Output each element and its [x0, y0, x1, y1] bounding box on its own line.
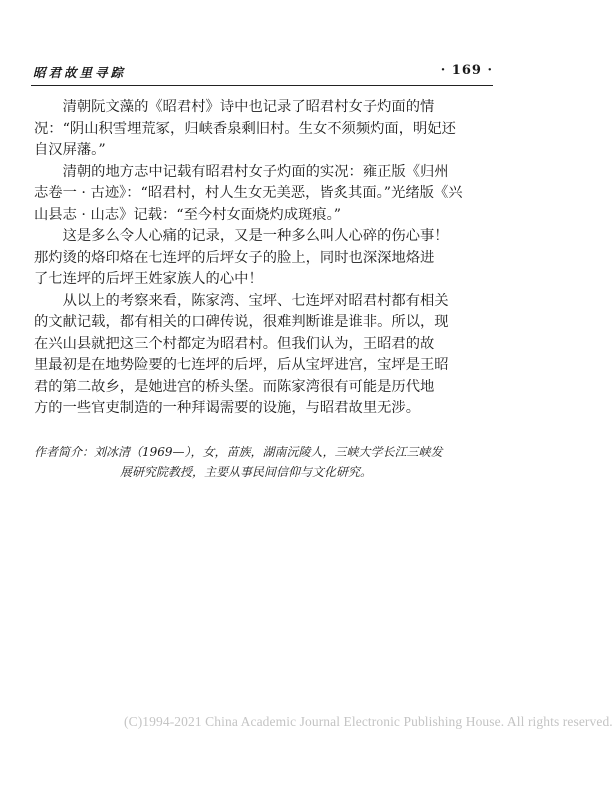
body-line: 清朝阮文藻的《昭君村》诗中也记录了昭君村女子灼面的情 [34, 99, 435, 115]
body-line: 从以上的考察来看，陈家湾、宝坪、七连坪对昭君村都有相关 [34, 292, 449, 309]
body-line: 里最初是在地势险要的七连坪的后坪，后从宝坪进宫，宝坪是王昭 [34, 357, 449, 373]
author-bio-line: 展研究院教授，主要从事民间信仰与文化研究。 [120, 465, 373, 479]
body-line: 这是多么令人心痛的记录，又是一种多么叫人心碎的伤心事！ [34, 228, 449, 244]
body-line: 在兴山县就把这三个村都定为昭君村。但我们认为，王昭君的故 [34, 335, 435, 352]
body-line: 山县志 · 山志》记载：“至今村女面烧灼成斑痕。” [34, 206, 342, 223]
body-line: 清朝的地方志中记载有昭君村女子灼面的实况：雍正版《归州 [34, 163, 449, 180]
body-line: 了七连坪的后坪王姓家族人的心中！ [34, 271, 263, 287]
author-bio-line: 作者简介：刘冰清（1969—），女，苗族，湖南沅陵人，三峡大学长江三峡发 [34, 445, 443, 459]
copyright-watermark: (C)1994-2021 China Academic Journal Electronic Publishing House. All rights reserved. [124, 714, 613, 729]
page-header [33, 60, 493, 82]
body-line: 自汉屏藩。” [34, 142, 106, 158]
header-rule [31, 85, 493, 86]
author-bio [34, 442, 489, 482]
running-title: 昭君故里寻踪 [33, 65, 127, 80]
body-line: 那灼烫的烙印烙在七连坪的后坪女子的脸上，同时也深深地烙进 [34, 249, 435, 266]
article-body [34, 97, 489, 420]
body-line: 方的一些官吏制造的一种拜谒需要的设施，与昭君故里无涉。 [34, 400, 421, 416]
body-line: 志卷一 · 古迹》：“昭君村，村人生女无美恶，皆炙其面。”光绪版《兴 [34, 185, 463, 201]
page-number: · 169 · [440, 63, 493, 78]
body-line: 的文献记载，都有相关的口碑传说，很难判断谁是谁非。所以，现 [34, 314, 449, 330]
body-line: 君的第二故乡，是她进宫的桥头堡。而陈家湾很有可能是历代地 [34, 378, 435, 395]
body-line: 况：“阴山积雪埋荒冢，归峡香泉剩旧村。生女不须频灼面，明妃还 [34, 120, 456, 137]
